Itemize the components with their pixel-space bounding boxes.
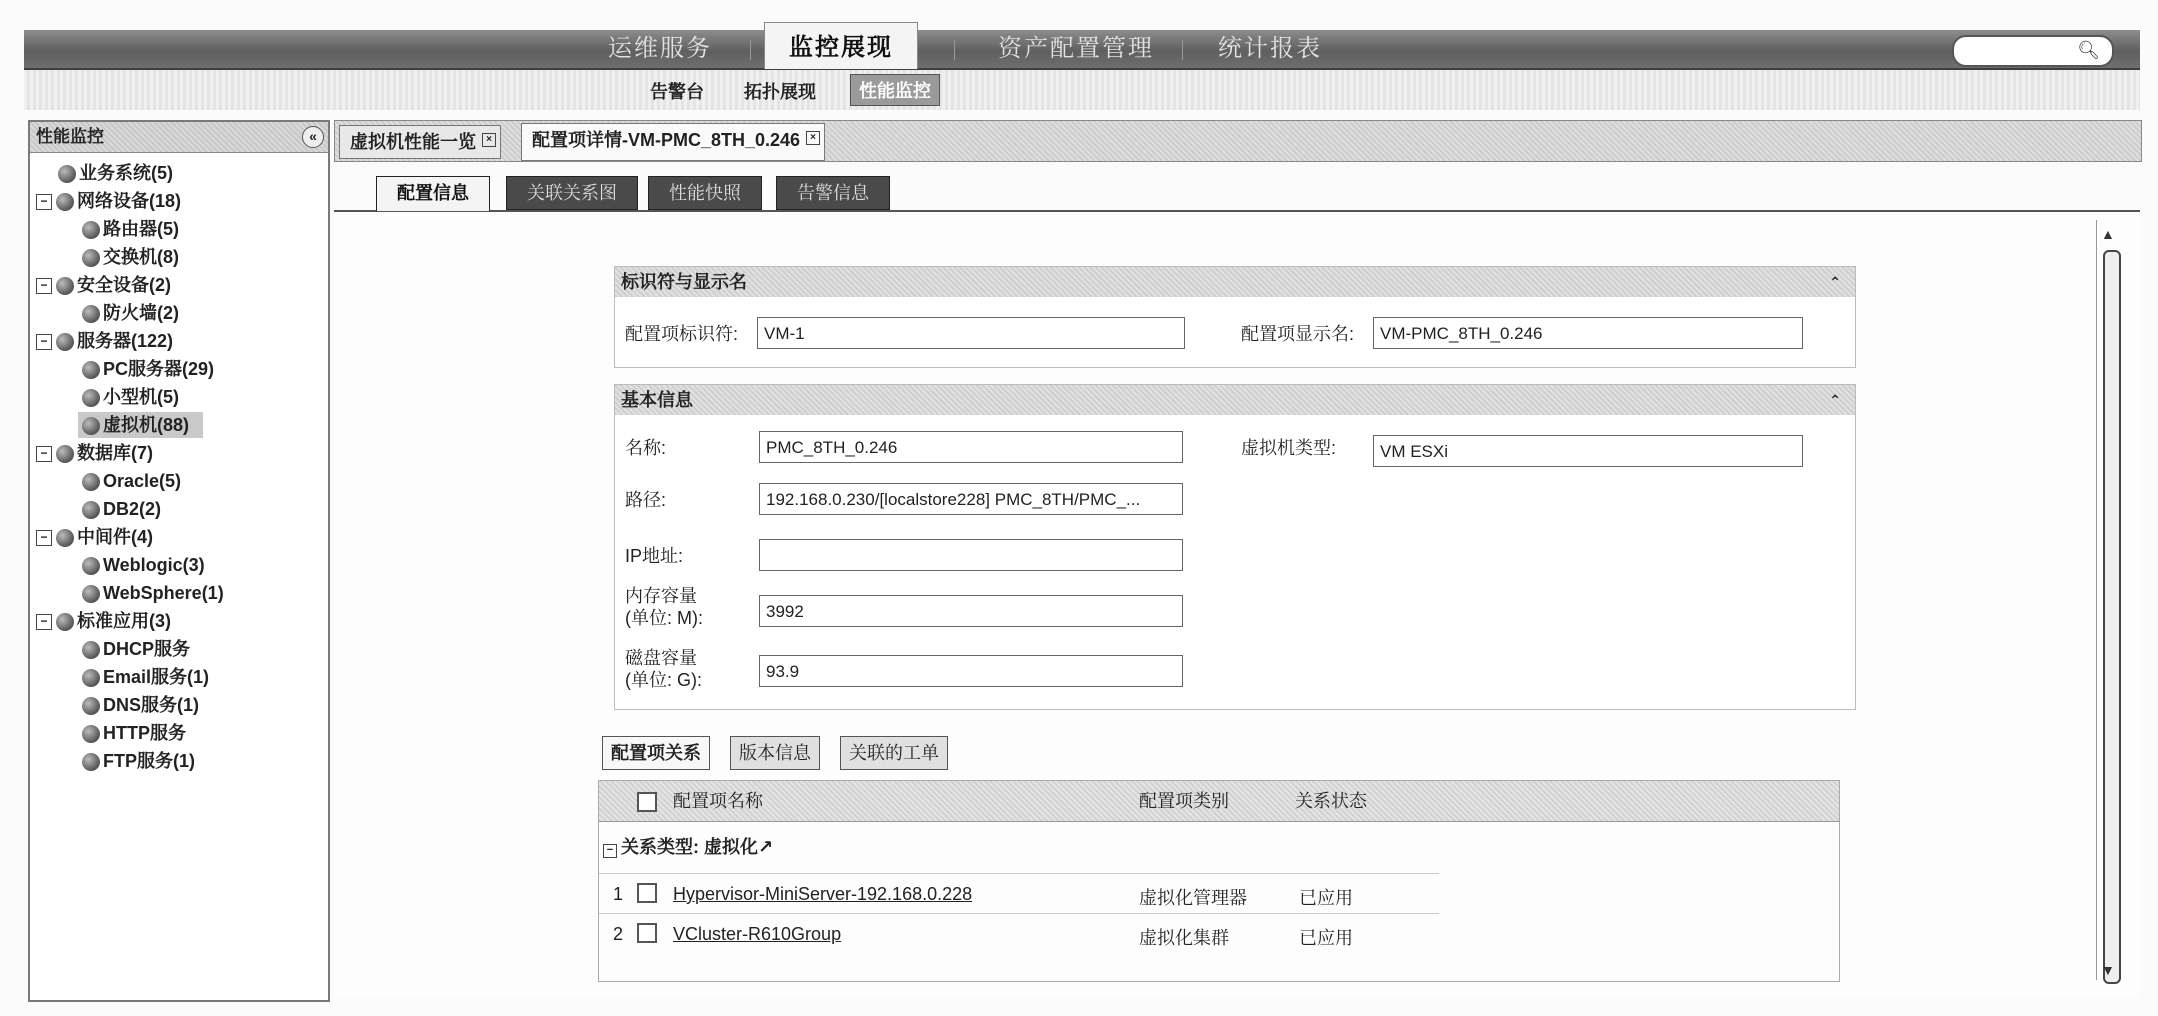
globe-icon: [58, 165, 76, 183]
search-icon[interactable]: 🔍︎: [2077, 40, 2100, 60]
vm-type-field[interactable]: VM ESXi: [1373, 435, 1803, 467]
ip-label: IP地址:: [625, 546, 684, 566]
column-header-name[interactable]: 配置项名称: [673, 791, 763, 811]
tab-alarm-info[interactable]: 告警信息: [776, 176, 890, 210]
tree-item-dns[interactable]: DNS服务(1): [82, 692, 199, 718]
tab-relation-graph[interactable]: 关联关系图: [506, 176, 638, 210]
tab-config-info[interactable]: 配置信息: [376, 176, 490, 211]
chevron-up-icon[interactable]: ⌃: [1829, 274, 1841, 290]
globe-icon: [56, 613, 74, 631]
globe-icon: [82, 725, 100, 743]
arrow-icon: ↗: [758, 837, 774, 857]
tree-item-network-devices[interactable]: − 网络设备(18): [36, 188, 181, 214]
tree-item-business-systems[interactable]: 业务系统(5): [58, 160, 173, 186]
disk-field[interactable]: 93.9: [759, 655, 1183, 687]
scroll-thumb[interactable]: [2103, 250, 2121, 984]
memory-field[interactable]: 3992: [759, 595, 1183, 627]
globe-icon: [82, 249, 100, 267]
tree-item-pc-servers[interactable]: PC服务器(29): [82, 356, 214, 382]
path-field[interactable]: 192.168.0.230/[localstore228] PMC_8TH/PMC_...: [759, 483, 1183, 515]
ci-category: 虚拟化管理器: [1139, 888, 1247, 908]
subnav-performance[interactable]: 性能监控: [850, 74, 940, 106]
relation-status: 已应用: [1299, 928, 1353, 948]
tree-item-ftp[interactable]: FTP服务(1): [82, 748, 195, 774]
globe-icon: [82, 417, 100, 435]
collapse-toggle-icon[interactable]: −: [603, 844, 617, 858]
globe-icon: [82, 669, 100, 687]
tree-item-db2[interactable]: DB2(2): [82, 496, 161, 522]
globe-icon: [56, 193, 74, 211]
close-icon[interactable]: ×: [806, 131, 820, 145]
memory-unit-label: (单位: M):: [625, 608, 703, 628]
globe-icon: [82, 753, 100, 771]
ci-name-link[interactable]: Hypervisor-MiniServer-192.168.0.228: [673, 884, 973, 904]
name-field[interactable]: PMC_8TH_0.246: [759, 431, 1183, 463]
collapse-toggle-icon[interactable]: −: [36, 278, 52, 294]
globe-icon: [82, 557, 100, 575]
top-nav-bar: [24, 30, 2140, 70]
group-row[interactable]: [603, 833, 773, 859]
collapse-icon[interactable]: «: [302, 126, 324, 148]
globe-icon: [56, 529, 74, 547]
name-label: 名称:: [625, 438, 667, 458]
ci-id-field[interactable]: VM-1: [757, 317, 1185, 349]
collapse-toggle-icon[interactable]: −: [36, 446, 52, 462]
sidebar: [28, 120, 330, 1002]
tree-item-databases[interactable]: − 数据库(7): [36, 440, 153, 466]
ci-category: 虚拟化集群: [1139, 928, 1229, 948]
identity-panel-header[interactable]: [615, 267, 1855, 297]
tree-item-routers[interactable]: 路由器(5): [82, 216, 179, 242]
identity-panel: [614, 266, 1856, 368]
tree-item-switches[interactable]: 交换机(8): [82, 244, 179, 270]
nav-separator: [954, 40, 955, 60]
sub-nav-bar: [24, 70, 2140, 110]
tree-item-weblogic[interactable]: Weblogic(3): [82, 552, 205, 578]
tab-vm-performance-overview[interactable]: 虚拟机性能一览 ×: [339, 125, 501, 159]
globe-icon: [56, 445, 74, 463]
row-checkbox[interactable]: [637, 882, 657, 903]
globe-icon: [82, 697, 100, 715]
tab-performance-snapshot[interactable]: 性能快照: [648, 176, 762, 210]
ci-name-link[interactable]: VCluster-R610Group: [673, 924, 842, 944]
globe-icon: [82, 221, 100, 239]
row-checkbox[interactable]: [637, 922, 657, 943]
basic-info-panel-header[interactable]: [615, 385, 1855, 415]
display-name-label: 配置项显示名:: [1241, 324, 1355, 344]
vm-type-label: 虚拟机类型:: [1241, 438, 1337, 458]
tree-item-firewalls[interactable]: 防火墙(2): [82, 300, 179, 326]
table-header: [599, 781, 1839, 822]
path-label: 路径:: [625, 490, 667, 510]
scroll-up-icon[interactable]: ▲: [2101, 226, 2115, 242]
nav-tab-asset-config[interactable]: 资产配置管理: [998, 35, 1154, 62]
tree-item-http[interactable]: HTTP服务: [82, 720, 186, 746]
collapse-toggle-icon[interactable]: −: [36, 614, 52, 630]
search-input[interactable]: [1952, 35, 2114, 67]
relation-table: [598, 780, 1840, 982]
identity-panel-title: 标识符与显示名: [621, 272, 747, 292]
tree-item-security-devices[interactable]: − 安全设备(2): [36, 272, 171, 298]
disk-label: 磁盘容量: [625, 648, 697, 668]
globe-icon: [82, 501, 100, 519]
nav-separator: [1182, 40, 1183, 60]
row-index: 2: [613, 924, 624, 944]
disk-unit-label: (单位: G):: [625, 670, 702, 690]
ci-id-label: 配置项标识符:: [625, 324, 739, 344]
globe-icon: [56, 277, 74, 295]
tree-item-websphere[interactable]: WebSphere(1): [82, 580, 224, 606]
tree-item-virtual-machines[interactable]: 虚拟机(88): [78, 412, 203, 438]
globe-icon: [82, 473, 100, 491]
close-icon[interactable]: ×: [482, 133, 496, 147]
select-all-checkbox[interactable]: [637, 781, 657, 821]
tab-ci-detail[interactable]: 配置项详情-VM-PMC_8TH_0.246 ×: [521, 123, 825, 161]
subnav-alarm-console[interactable]: 告警台: [650, 82, 704, 102]
tab-version-info[interactable]: 版本信息: [730, 736, 820, 770]
relation-status: 已应用: [1299, 888, 1353, 908]
row-index: 1: [613, 884, 624, 904]
tree-item-minicomputers[interactable]: 小型机(5): [82, 384, 179, 410]
globe-icon: [82, 389, 100, 407]
tree-item-standard-apps[interactable]: − 标准应用(3): [36, 608, 171, 634]
nav-tab-reports[interactable]: 统计报表: [1218, 35, 1322, 62]
table-row: [599, 873, 1439, 914]
scroll-down-icon[interactable]: ▼: [2101, 962, 2115, 978]
detail-tab-bar: [334, 174, 2140, 212]
basic-info-panel: [614, 384, 1856, 710]
sidebar-header: [30, 122, 328, 153]
tree-item-dhcp[interactable]: DHCP服务: [82, 636, 190, 662]
collapse-toggle-icon[interactable]: −: [36, 530, 52, 546]
globe-icon: [82, 641, 100, 659]
nav-tab-monitoring[interactable]: 监控展现: [764, 22, 918, 69]
tab-ci-relations[interactable]: 配置项关系: [602, 736, 710, 770]
memory-label: 内存容量: [625, 586, 697, 606]
table-row: [599, 913, 1439, 954]
collapse-toggle-icon[interactable]: −: [36, 334, 52, 350]
tree-item-servers[interactable]: − 服务器(122): [36, 328, 173, 354]
collapse-toggle-icon[interactable]: −: [36, 194, 52, 210]
nav-tab-ops-service[interactable]: 运维服务: [608, 35, 712, 62]
subnav-topology[interactable]: 拓扑展现: [744, 82, 816, 102]
globe-icon: [82, 585, 100, 603]
group-label: 关系类型: 虚拟化: [621, 837, 758, 857]
column-header-category[interactable]: 配置项类别: [1139, 791, 1229, 811]
document-tab-bar: [334, 120, 2142, 162]
chevron-up-icon[interactable]: ⌃: [1829, 392, 1841, 408]
tree-item-oracle[interactable]: Oracle(5): [82, 468, 181, 494]
tab-related-tickets[interactable]: 关联的工单: [840, 736, 948, 770]
vertical-scrollbar[interactable]: [2096, 220, 2125, 980]
tree-item-middleware[interactable]: − 中间件(4): [36, 524, 153, 550]
sidebar-title: 性能监控: [36, 127, 104, 146]
column-header-status[interactable]: 关系状态: [1295, 791, 1367, 811]
globe-icon: [82, 305, 100, 323]
basic-info-panel-title: 基本信息: [621, 390, 693, 410]
ip-field[interactable]: [759, 539, 1183, 571]
display-name-field[interactable]: VM-PMC_8TH_0.246: [1373, 317, 1803, 349]
nav-separator: [750, 40, 751, 60]
tree-item-email[interactable]: Email服务(1): [82, 664, 209, 690]
globe-icon: [56, 333, 74, 351]
globe-icon: [82, 361, 100, 379]
